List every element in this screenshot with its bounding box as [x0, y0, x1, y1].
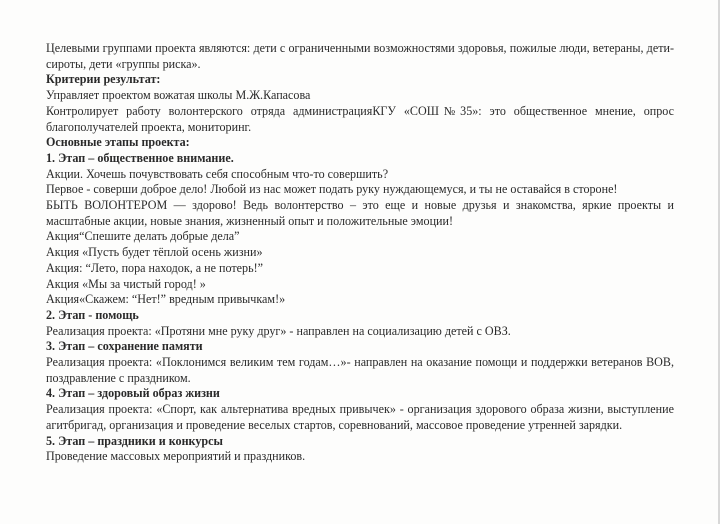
good-deed-paragraph: Первое - соверши доброе дело! Любой из нас может подать руку нуждающемуся, и ты не оставайся в стороне! [46, 182, 618, 197]
stage-4-heading: 4. Этап – здоровый образ жизни [46, 386, 220, 401]
volunteer-paragraph: БЫТЬ ВОЛОНТЕРОМ — здорово! Ведь волонтерство – это еще и новые друзья и знакомства, яркие проекты и масштабные акции, новые знания, жизненный опыт и положительные эмоции! [46, 198, 674, 228]
action-item-1: Акция“Спешите делать добрые дела” [46, 229, 240, 244]
control-paragraph: Контролирует работу волонтерского отряда администрацияКГУ «СОШ№35»: это общественное мнение, опрос благополучателей проекта, мониторинг. [46, 103, 674, 134]
action-item-3: Акция: “Лето, пора находок, а не потерь!” [46, 260, 264, 275]
stage-2-paragraph: Реализация проекта: «Протяни мне руку друг» - направлен на социализацию детей с ОВЗ. [46, 323, 511, 338]
project-manager-paragraph: Управляет проектом вожатая школы М.Ж.Капасова [46, 88, 311, 103]
document-body [46, 41, 674, 465]
action-item-2: Акция «Пусть будет тёплой осень жизни» [46, 245, 263, 260]
stage-1-heading: 1. Этап – общественное внимание. [46, 150, 234, 165]
main-stages-heading: Основные этапы проекта: [46, 135, 190, 150]
stage-5-paragraph: Проведение массовых мероприятий и праздников. [46, 449, 306, 464]
stage-5-heading: 5. Этап – праздники и конкурсы [46, 433, 223, 448]
criteria-heading: Критерии результат: [46, 72, 161, 87]
stage-3-paragraph: Реализация проекта: «Поклонимся великим тем годам…»- направлен на оказание помощи и поддержки ветеранов ВОВ, поздравление с праздником. [46, 355, 674, 385]
actions-question-paragraph: Акции. Хочешь почувствовать себя способным что-то совершить? [46, 166, 389, 181]
action-item-4: Акция «Мы за чистый город! » [46, 276, 206, 291]
action-item-5: Акция«Скажем: “Нет!” вредным привычкам!» [46, 292, 286, 307]
target-groups-paragraph: Целевыми группами проекта являются: дети с ограниченными возможностями здоровья, пожилые люди, ветераны, дети-сироты, дети «группы риска». [46, 41, 674, 71]
stage-3-heading: 3. Этап – сохранение памяти [46, 339, 203, 354]
stage-4-paragraph: Реализация проекта: «Спорт, как альтернатива вредных привычек» - организация здорового образа жизни, выступление агитбригад, организация и проведение веселых стартов, соревнований, массовое проведение утренней зарядки. [46, 402, 674, 432]
stage-2-heading: 2. Этап - помощь [46, 307, 139, 322]
